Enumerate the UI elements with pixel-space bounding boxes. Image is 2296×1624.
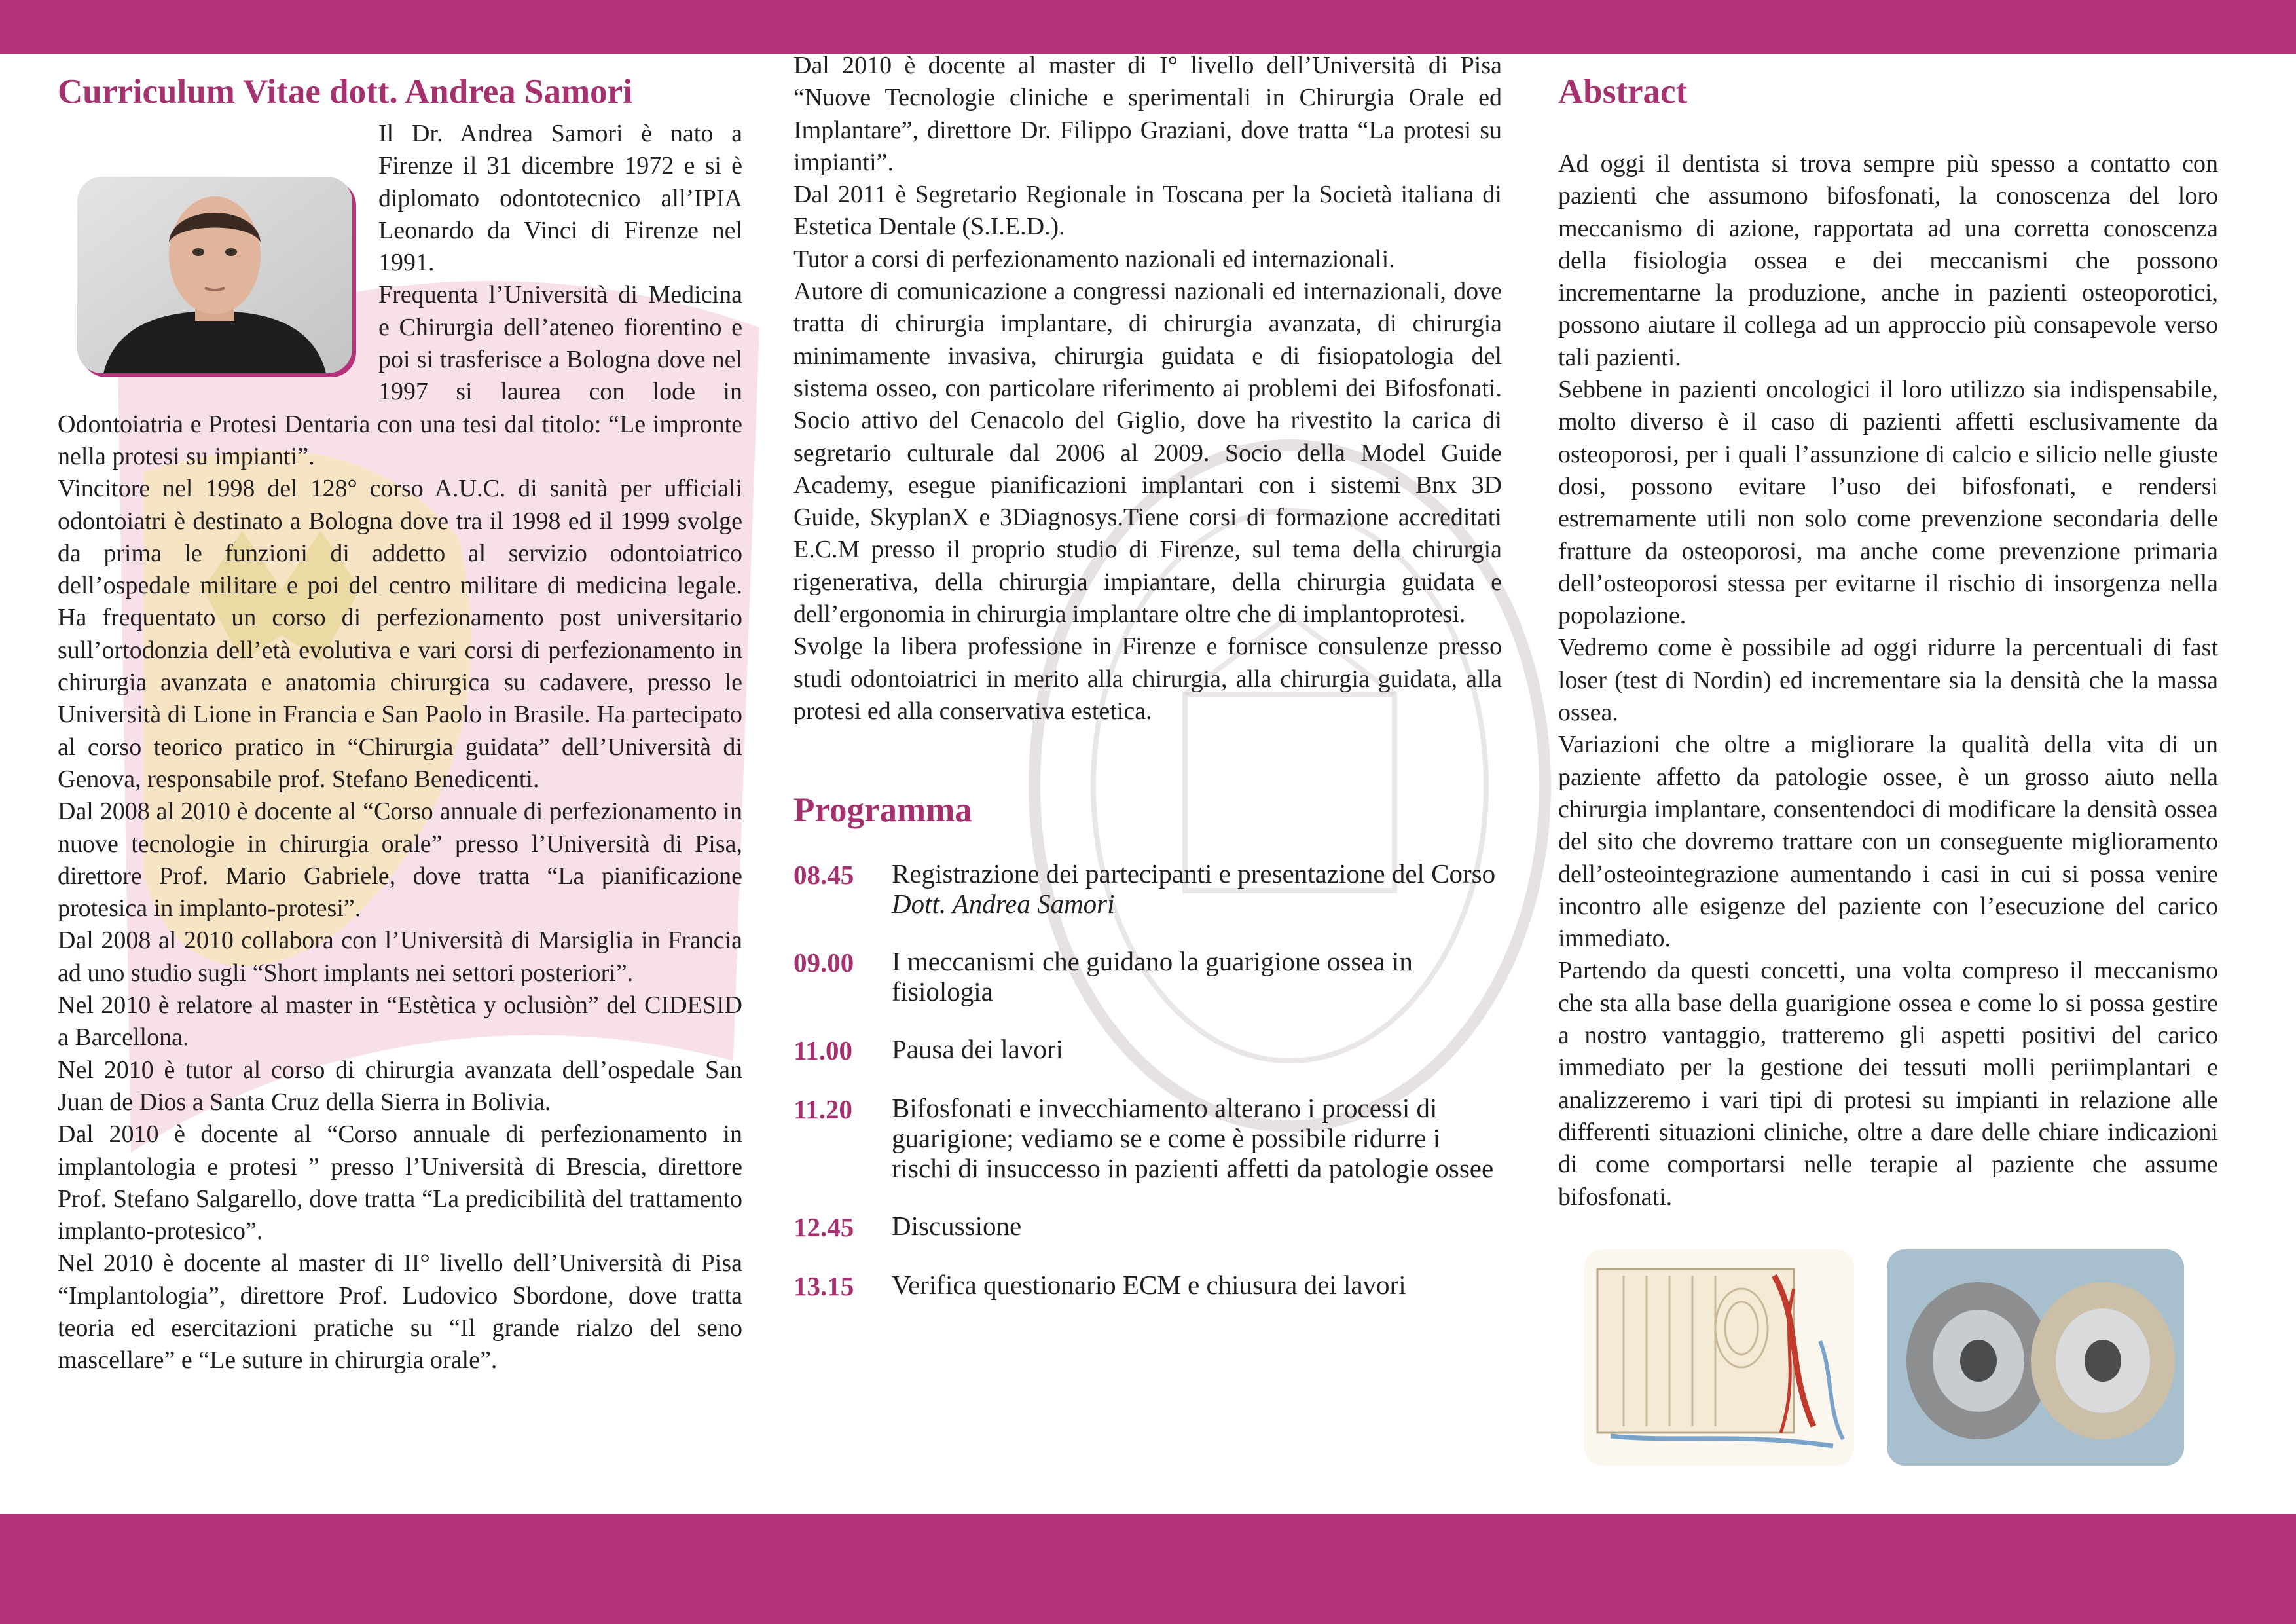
program-text: I meccanismi che guidano la guarigione ossea in fisiologia — [892, 946, 1413, 1007]
abstract-paragraph: Ad oggi il dentista si trova sempre più spesso a contatto con pazienti che assumono bifosfonati, la conoscenza del loro meccanismo di azione, rapportata ad una corretta conoscenza della fisiologia ossea e dei meccanismi che possono incrementarne la produzione, anche in pazienti osteoporotici, possono aiutare il collega ad un approccio più consapevole verso tali pazienti. — [1558, 150, 2218, 371]
program-time: 13.15 — [793, 1271, 854, 1302]
program-time: 11.00 — [793, 1035, 852, 1066]
bone-diagram-image — [1584, 1249, 1854, 1466]
portrait-image — [77, 177, 352, 373]
cv-paragraph: Nel 2010 è docente al master di II° livello dell’Università di Pisa “Implantologia”, direttore Prof. Ludovico Sbordone, dove tratta teoria ed esercitazioni pratiche su “Il grande rialzo del seno mascellare” e “Le suture in chirurgia orale”. — [58, 1249, 742, 1375]
program-text: Registrazione dei partecipanti e presentazione del Corso — [892, 858, 1496, 889]
program-item — [793, 858, 1502, 919]
cv-paragraph: Nel 2010 è tutor al corso di chirurgia avanzata dell’ospedale San Juan de Dios a Santa Cruz della Sierra in Bolivia. — [58, 1056, 742, 1116]
abstract-paragraph: Partendo da questi concetti, una volta compreso il meccanismo che sta alla base della guarigione ossea e come lo si possa gestire a nostro vantaggio, tratteremo gli aspetti positivi del carico immediato per la gestione dei tessuti molli periimplantari e analizzeremo i vari tipi di protesi su impianti in relazione alle differenti situazioni cliniche, oltre a dare delle chiare indicazioni di come comportarsi nelle terapie al paziente che assume bifosfonati. — [1558, 957, 2218, 1211]
bone-structure-illustration — [1584, 1249, 1854, 1466]
program-title: Programma — [793, 791, 972, 830]
program-time: 11.20 — [793, 1094, 852, 1125]
program-speaker: Dott. Andrea Samori — [892, 889, 1115, 919]
cv-paragraph: Frequenta l’Università di Medicina e Chirurgia dell’ateneo fiorentino e poi si trasferisce a Bologna dove nel 1997 si laurea con lode in Odontoiatria e Protesi Dentaria con una tesi dal titolo: “Le impronte nella protesi su impianti”. — [58, 281, 742, 470]
program-text: Verifica questionario ECM e chiusura dei lavori — [892, 1270, 1406, 1301]
bottom-banner — [0, 1514, 2296, 1624]
program-item — [793, 1270, 1502, 1301]
abstract-title: Abstract — [1558, 73, 1688, 111]
abstract-body — [1558, 148, 2218, 1213]
abstract-images — [1584, 1249, 2213, 1472]
program-text: Bifosfonati e invecchiamento alterano i processi di guarigione; vediamo se e come è possibile ridurre i rischi di insuccesso in pazienti affetti da patologie ossee — [892, 1093, 1494, 1184]
program-text: Discussione — [892, 1211, 1022, 1242]
cv-paragraph: Dal 2010 è docente al “Corso annuale di perfezionamento in implantologia e protesi ” presso l’Università di Brescia, direttore Prof. Stefano Salgarello, dove tratta “La predicibilità del trattamento implanto-protesico”. — [58, 1120, 742, 1246]
program-time: 08.45 — [793, 860, 854, 891]
cv-paragraph: Svolge la libera professione in Firenze e fornisce consulenze presso studi odontoiatrici in merito alla chirurgia, alla chirurgia guidata, alla protesi ed alla conservativa estetica. — [793, 633, 1502, 725]
cv-continued-and-program-column — [793, 50, 1502, 1329]
implant-photo — [1887, 1249, 2184, 1466]
abstract-paragraph: Sebbene in pazienti oncologici il loro utilizzo sia indispensabile, molto diverso è il caso di pazienti affetti esclusivamente da osteoporosi, per i quali l’assunzione di calcio e silicio nelle giuste dosi, possono evitare l’uso dei bifosfonati, e rendersi estremamente utili non solo come prevenzione secondaria delle fratture da osteoporosi, ma anche come prevenzione primaria dell’osteoporosi stessa per evitarne il rischio di insorgenza nella popolazione. — [1558, 376, 2218, 630]
abstract-paragraph: Variazioni che oltre a migliorare la qualità della vita di un paziente affetto da patologie ossee, è un grosso aiuto nella chirurgia implantare, consentendoci di modificare la densità ossea del sito che dovremo trattare con un conseguente miglioramento dell’osteointegrazione aumentando i casi in cui si possa venire incontro alle esigenze del paziente con l’esecuzione del carico immediato. — [1558, 731, 2218, 953]
abstract-paragraph: Vedremo come è possibile ad oggi ridurre la percentuali di fast loser (test di Nordin) ed incrementare sia la densità che la massa ossea. — [1558, 634, 2218, 727]
top-banner — [0, 0, 2296, 54]
portrait-photo — [77, 177, 352, 373]
cv-paragraph: Tutor a corsi di perfezionamento nazionali ed internazionali. — [793, 245, 1395, 273]
cv-paragraph: Vincitore nel 1998 del 128° corso A.U.C. di sanità per ufficiali odontoiatri è destinato a Bologna dove tra il 1998 ed il 1999 svolge da prima le funzioni di addetto al servizio odontoiatrico dell’ospedale militare e poi del centro militare di medicina legale. Ha frequentato un corso di perfezionamento post universitario sull’ortodonzia dell’età evolutiva e vari corsi di perfezionamento in chirurgia avanzata e anatomia chirurgica su cadavere, presso le Università di Lione in Francia e San Paolo in Brasile. Ha partecipato al corso teorico pratico in “Chirurgia guidata” dell’Università di Genova, responsabile prof. Stefano Benedicenti. — [58, 475, 742, 793]
cv-paragraph: Autore di comunicazione a congressi nazionali ed internazionali, dove tratta di chirurgia implantare, di chirurgia avanzata, di chirurgia minimamente invasiva, chirurgia guidata e di fisiopatologia del sistema osseo, con particolare riferimento ai problemi dei Bifosfonati. Socio attivo del Cenacolo del Giglio, dove ha rivestito la carica di segretario culturale dal 2006 al 2009. Socio della Model Guide Academy, esegue pianificazioni implantari con i sistemi Bnx 3D Guide, SkyplanX e 3Diagnosys.Tiene corsi di formazione accreditati E.C.M presso il proprio studio di Firenze, sul tema della chirurgia rigenerativa, della chirurgia impiantare, della chirurgia guidata e dell’ergonomia in chirurgia implantare oltre che di implantoprotesi. — [793, 278, 1502, 629]
cv-paragraph: Dal 2008 al 2010 è docente al “Corso annuale di perfezionamento in nuove tecnologie in chirurgia orale” presso l’Università di Pisa, direttore Prof. Mario Gabriele, dove tratta “La pianificazione protesica in implanto-protesi”. — [58, 798, 742, 923]
cv-paragraph: Il Dr. Andrea Samori è nato a Firenze il 31 dicembre 1972 e si è diplomato odontotecnico all’IPIA Leonardo da Vinci di Firenze nel 1991. — [378, 120, 742, 277]
program-item — [793, 946, 1502, 1006]
cv-paragraph: Dal 2010 è docente al master di I° livello dell’Università di Pisa “Nuove Tecnologie cliniche e sperimentali in Chirurgia Orale ed Implantare”, direttore Dr. Filippo Graziani, dove tratta “La protesi su impianti”. — [793, 52, 1502, 176]
abstract-column — [1558, 65, 2218, 1213]
cv-continued-body — [793, 50, 1502, 728]
cv-column — [58, 65, 742, 1377]
cv-paragraph: Dal 2008 al 2010 collabora con l’Università di Marsiglia in Francia ad uno studio sugli “Short implants nei settori posteriori”. — [58, 927, 742, 987]
program-description — [892, 858, 1502, 919]
program-item — [793, 1034, 1502, 1065]
cv-paragraph: Dal 2011 è Segretario Regionale in Toscana per la Società italiana di Estetica Dentale (S.I.E.D.). — [793, 181, 1502, 241]
program-text: Pausa dei lavori — [892, 1034, 1063, 1065]
cv-paragraph: Nel 2010 è relatore al master in “Estètica y oclusiòn” del CIDESID a Barcellona. — [58, 991, 742, 1052]
program-item — [793, 1093, 1502, 1183]
program-time: 12.45 — [793, 1212, 854, 1243]
program-list — [793, 858, 1502, 1301]
program-item — [793, 1211, 1502, 1242]
implant-cross-section-image — [1887, 1249, 2184, 1466]
cv-title: Curriculum Vitae dott. Andrea Samori — [58, 73, 632, 111]
program-time: 09.00 — [793, 948, 854, 978]
